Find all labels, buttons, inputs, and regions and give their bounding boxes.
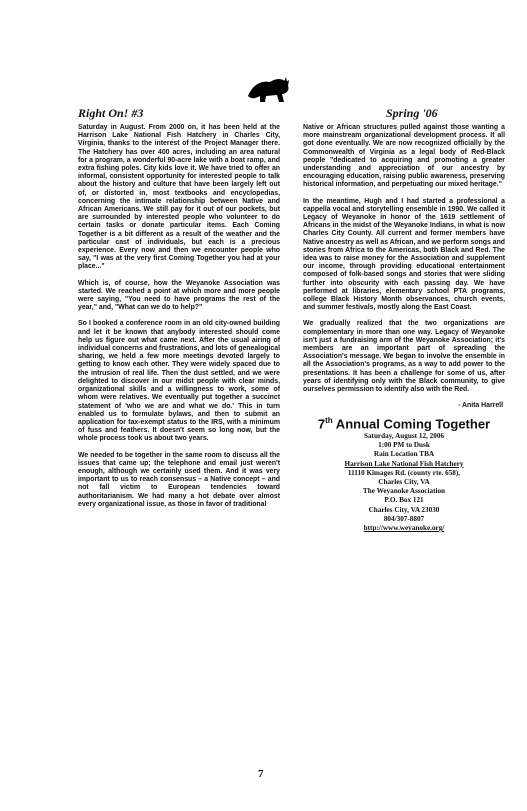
event-venue: Harrison Lake National Fish Hatchery: [344, 459, 464, 468]
event-title: [303, 417, 505, 429]
paragraph: In the meantime, Hugh and I had started a professional a cappella vocal and storytelling ensemble in 1990. We called it Legacy of Weyanoke in honor of the 1619 settlement of Africans in the midst of the Weyanoke Indians, in what is now Charles City County. All current and former members have Native ancestry as well as African, and we perform songs and stories from Africa to the Americas, both Black and Red. The idea was to raise money for the Association and supplement our income, through providing educational entertainment composed of folk-based songs and stories that were sliding further into obscurity with each passing day. We have performed at libraries, elementary school PTA programs, college Black History Month observances, church events, and summer festivals, mostly along the East Coast.: [303, 197, 505, 312]
panther-logo: [246, 74, 290, 104]
event-website-link[interactable]: http://www.weyanoke.org/: [363, 524, 445, 533]
event-phone: 804/307-8807: [383, 514, 425, 523]
event-title-num: 7: [317, 415, 326, 431]
event-city: Charles City, VA: [378, 478, 430, 487]
season-label: Spring '06: [386, 106, 438, 120]
event-title-rest: Annual Coming Together: [332, 415, 491, 431]
right-column: [303, 124, 505, 533]
paragraph: So I booked a conference room in an old city-owned building and let it be known that anybody interested should come help us figure out what came next. After the usual airing of individual concerns and frustrations, and lots of genealogical sharing, we held a few more meetings devoted largely to getting to know each other. They were widely spaced due to the intrusion of real life. Then the dust settled, and we were delighted to discover in our midst people with clear minds, organizational skills and a willingness to work, some of whom were relatives. We eventually put together a succinct statement of 'who we are and what we do.' This in turn enabled us to formulate bylaws, and then to submit an application for tax-exempt status to the IRS, with a minimum of fuss and feathers. It doesn't seem so long now, but the whole process took us about two years.: [78, 320, 280, 443]
paragraph: We needed to be together in the same room to discuss all the issues that came up; the telephone and email just weren't enough, although we certainly used them. And it was very important to us to reach consensus – a Native concept – and not fall victim to European tendencies toward authoritarianism. We had many a hot debate over almost every organizational issue, as those in favor of traditional: [78, 451, 280, 508]
event-address: 11110 Kimages Rd. (county rte. 658),: [347, 468, 461, 477]
event-box: [303, 417, 505, 534]
event-rain-location: Rain Location TBA: [373, 450, 435, 459]
paragraph: Saturday in August. From 2000 on, it has been held at the Harrison Lake National Fish Hatchery in Charles City, Virginia, thanks to the interest of the Project Manager there. The Hatchery has over 400 acres, including an area natural for a program, a wonderful 90-acre lake with a boat ramp, and extra fishing poles. City kids love it. We have tried to offer an informal, consistent opportunity for interested people to talk about the history and culture that have been largely left out of, or distorted in, most textbooks and encyclopedias, concerning the intimate relationship between Native and African Americans. We still pay for it out of our pockets, but are surrounded by interested people who volunteer to do certain tasks or donate particular items. Each Coming Together is a bit different as a result of the weather and the particular cast of individuals, but each is a precious experience. Every now and then we encounter people who say, "I was at the very first Coming Together you had at your place...": [78, 124, 280, 271]
page-number: 7: [258, 768, 264, 780]
issue-label: Right On! #3: [78, 106, 144, 120]
event-po-box: P.O. Box 121: [384, 496, 424, 505]
paragraph: We gradually realized that the two organizations are complementary in more than one way. Legacy of Weyanoke isn't just a fundraising arm of the Weyanoke Association; it's members are an important part of spreading the Association's message. We began to involve the ensemble in all the Association's programs, as a way to add power to the presentations. It has been a challenge for some of us, after years of identifying only with the Black community, to give ourselves permission to identify also with the Red.: [303, 320, 505, 394]
left-column: [78, 124, 280, 517]
paragraph: Which is, of course, how the Weyanoke Association was started. We reached a point at which more and more people were saying, "You need to have programs the rest of the year," and, "What can we do to help?": [78, 279, 280, 312]
event-title-sup: th: [325, 415, 333, 425]
paragraph: Native or African structures pulled against those wanting a more mainstream organizational development process. It all got done eventually. We are now recognized officially by the Commonwealth of Virginia as a legal body of Red-Black people "dedicated to acquiring and promoting a greater understanding and appreciation of our ancestry by encouraging education, raising public awareness, preserving historical information, and perpetuating our mixed heritage.": [303, 124, 505, 189]
event-time: 1:00 PM to Dusk: [378, 441, 430, 450]
event-date: Saturday, August 12, 2006: [363, 432, 445, 441]
event-city-zip: Charles City, VA 23030: [368, 505, 440, 514]
signature: - Anita Harrell: [458, 402, 503, 410]
event-org: The Weyanoke Association: [362, 487, 446, 496]
